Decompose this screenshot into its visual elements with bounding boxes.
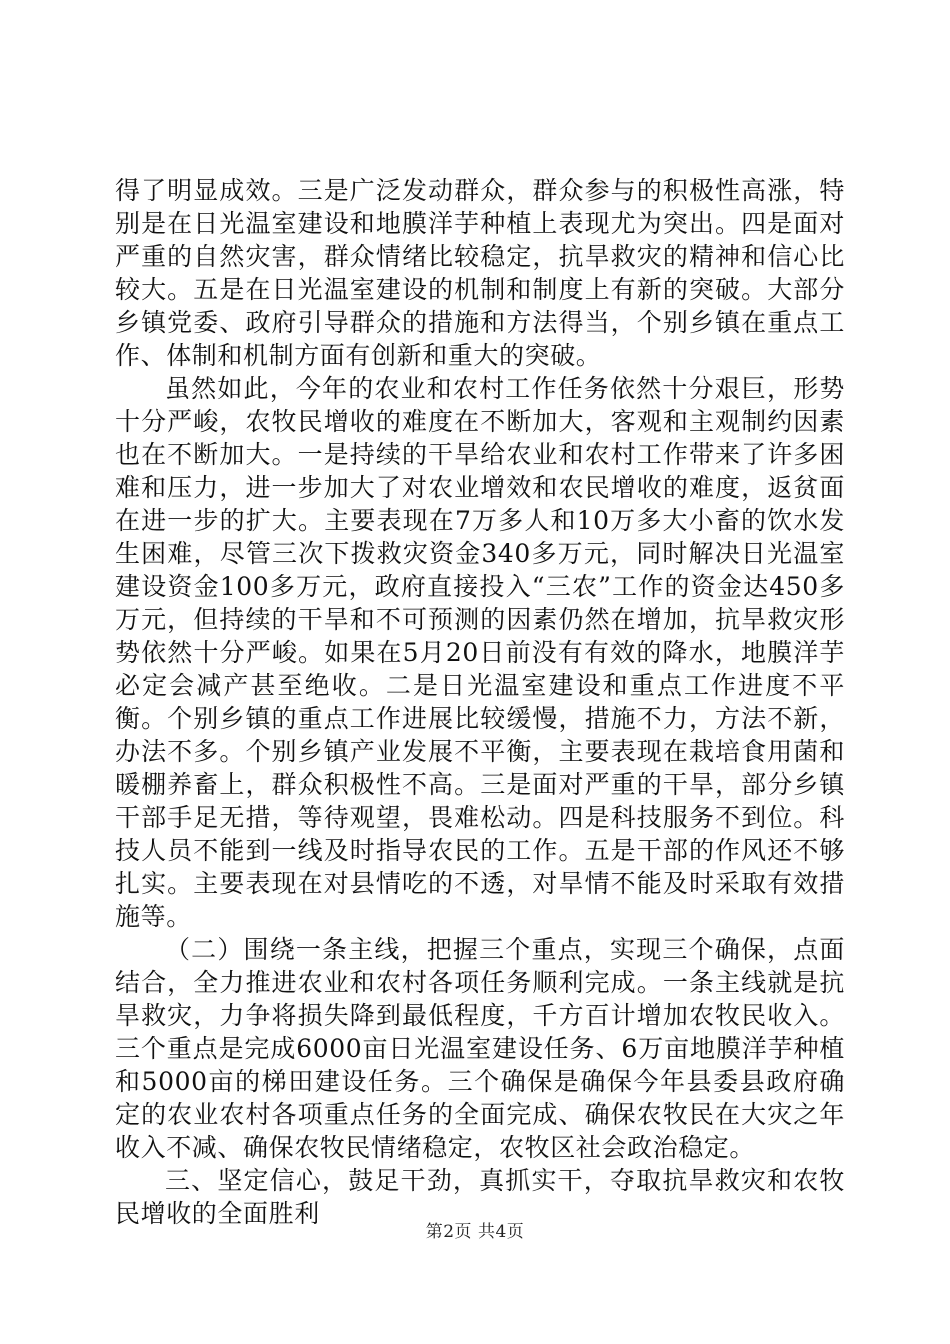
paragraph-3: （二）围绕一条主线，把握三个重点，实现三个确保，点面结合，全力推进农业和农村各项任务顺利完成。一条主线就是抗旱救灾，力争将损失降到最低程度，千方百计增加农牧民收入。三个重点是完成6000亩日光温室建设任务、6万亩地膜洋芋种植和5000亩的梯田建设任务。三个确保是确保今年县委县政府确定的农业农村各项重点任务的全面完成、确保农牧民在大灾之年收入不减、确保农牧民情绪稳定，农牧区社会政治稳定。 bbox=[115, 935, 845, 1162]
page-number: 第2页 共4页 bbox=[425, 1222, 525, 1242]
section-heading: 三、坚定信心，鼓足干劲，真抓实干，夺取抗旱救灾和农牧民增收的全面胜利 bbox=[115, 1166, 845, 1228]
paragraph-2: 虽然如此，今年的农业和农村工作任务依然十分艰巨，形势十分严峻，农牧民增收的难度在不断加大，客观和主观制约因素也在不断加大。一是持续的干旱给农业和农村工作带来了许多困难和压力，进一步加大了对农业增效和农民增收的难度，返贫面在进一步的扩大。主要表现在7万多人和10万多大小畜的饮水发生困难，尽管三次下拨救灾资金340多万元，同时解决日光温室建设资金100多万元，政府直接投入“三农”工作的资金达450多万元，但持续的干旱和不可预测的因素仍然在增加，抗旱救灾形势依然十分严峻。如果在5月20日前没有有效的降水，地膜洋芋必定会减产甚至绝收。二是日光温室建设和重点工作进度不平衡。个别乡镇的重点工作进展比较缓慢，措施不力，方法不新，办法不多。个别乡镇产业发展不平衡，主要表现在栽培食用菌和暖棚养畜上，群众积极性不高。三是面对严重的干旱，部分乡镇干部手足无措，等待观望，畏难松动。四是科技服务不到位。科技人员不能到一线及时指导农民的工作。五是干部的作风还不够扎实。主要表现在对县情吃的不透，对旱情不能及时采取有效措施等。 bbox=[115, 374, 845, 931]
paragraph-1: 得了明显成效。三是广泛发动群众，群众参与的积极性高涨，特别是在日光温室建设和地膜洋芋种植上表现尤为突出。四是面对严重的自然灾害，群众情绪比较稳定，抗旱救灾的精神和信心比较大。五是在日光温室建设的机制和制度上有新的突破。大部分乡镇党委、政府引导群众的措施和方法得当，个别乡镇在重点工作、体制和机制方面有创新和重大的突破。 bbox=[115, 176, 845, 370]
document-body bbox=[115, 174, 845, 1230]
